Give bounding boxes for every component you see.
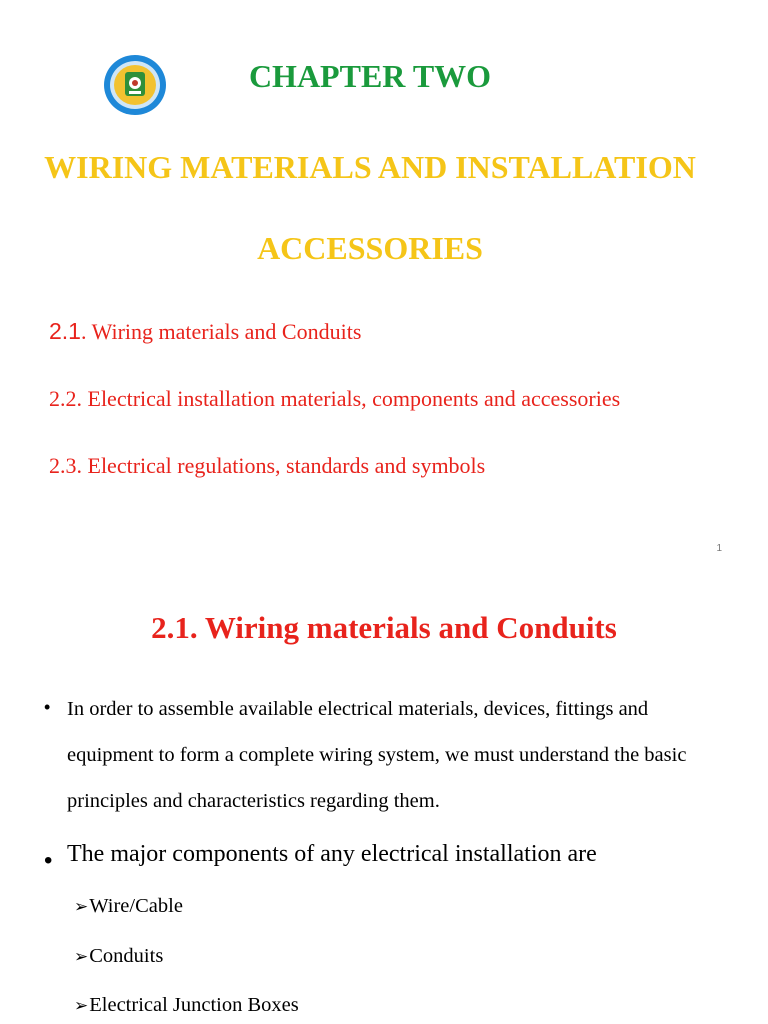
bullet-marker: •	[44, 697, 51, 717]
bullet-paragraph-2: The major components of any electrical installation are	[67, 841, 597, 867]
bullet-marker: •	[44, 847, 53, 874]
slide-2	[0, 570, 768, 1024]
sub-item-label: Conduits	[89, 945, 164, 967]
sub-item-conduits	[74, 945, 163, 968]
sub-item-junction-boxes	[74, 994, 299, 1017]
toc-item-text: Electrical installation materials, components and accessories	[82, 386, 621, 411]
sub-item-wire-cable	[74, 895, 183, 918]
toc-item-2-1	[49, 318, 361, 345]
toc-item-text: Electrical regulations, standards and symbols	[82, 453, 486, 478]
chapter-title: CHAPTER TWO	[248, 58, 492, 94]
toc-item-text: . Wiring materials and Conduits	[80, 319, 362, 344]
page-number: 1	[716, 543, 722, 554]
toc-item-2-2	[49, 386, 620, 412]
arrow-bullet-icon: ➢	[74, 947, 89, 967]
main-title-line-2: ACCESSORIES	[257, 230, 483, 266]
arrow-bullet-icon: ➢	[74, 897, 89, 917]
arrow-bullet-icon: ➢	[74, 996, 89, 1016]
section-title: 2.1. Wiring materials and Conduits	[151, 610, 617, 645]
main-title-line-1: WIRING MATERIALS AND INSTALLATION	[44, 149, 696, 185]
toc-item-number: 2.1	[49, 318, 81, 344]
bullet-paragraph-1: In order to assemble available electrical materials, devices, fittings and equipment to form a complete wiring system, we must understand the basic principles and characteristics regarding them.	[67, 698, 687, 812]
toc-item-2-3	[49, 453, 485, 479]
toc-item-number: 2.2.	[49, 386, 82, 411]
sub-item-label: Wire/Cable	[89, 895, 183, 917]
toc-item-number: 2.3.	[49, 453, 82, 478]
sub-item-label: Electrical Junction Boxes	[89, 994, 299, 1016]
